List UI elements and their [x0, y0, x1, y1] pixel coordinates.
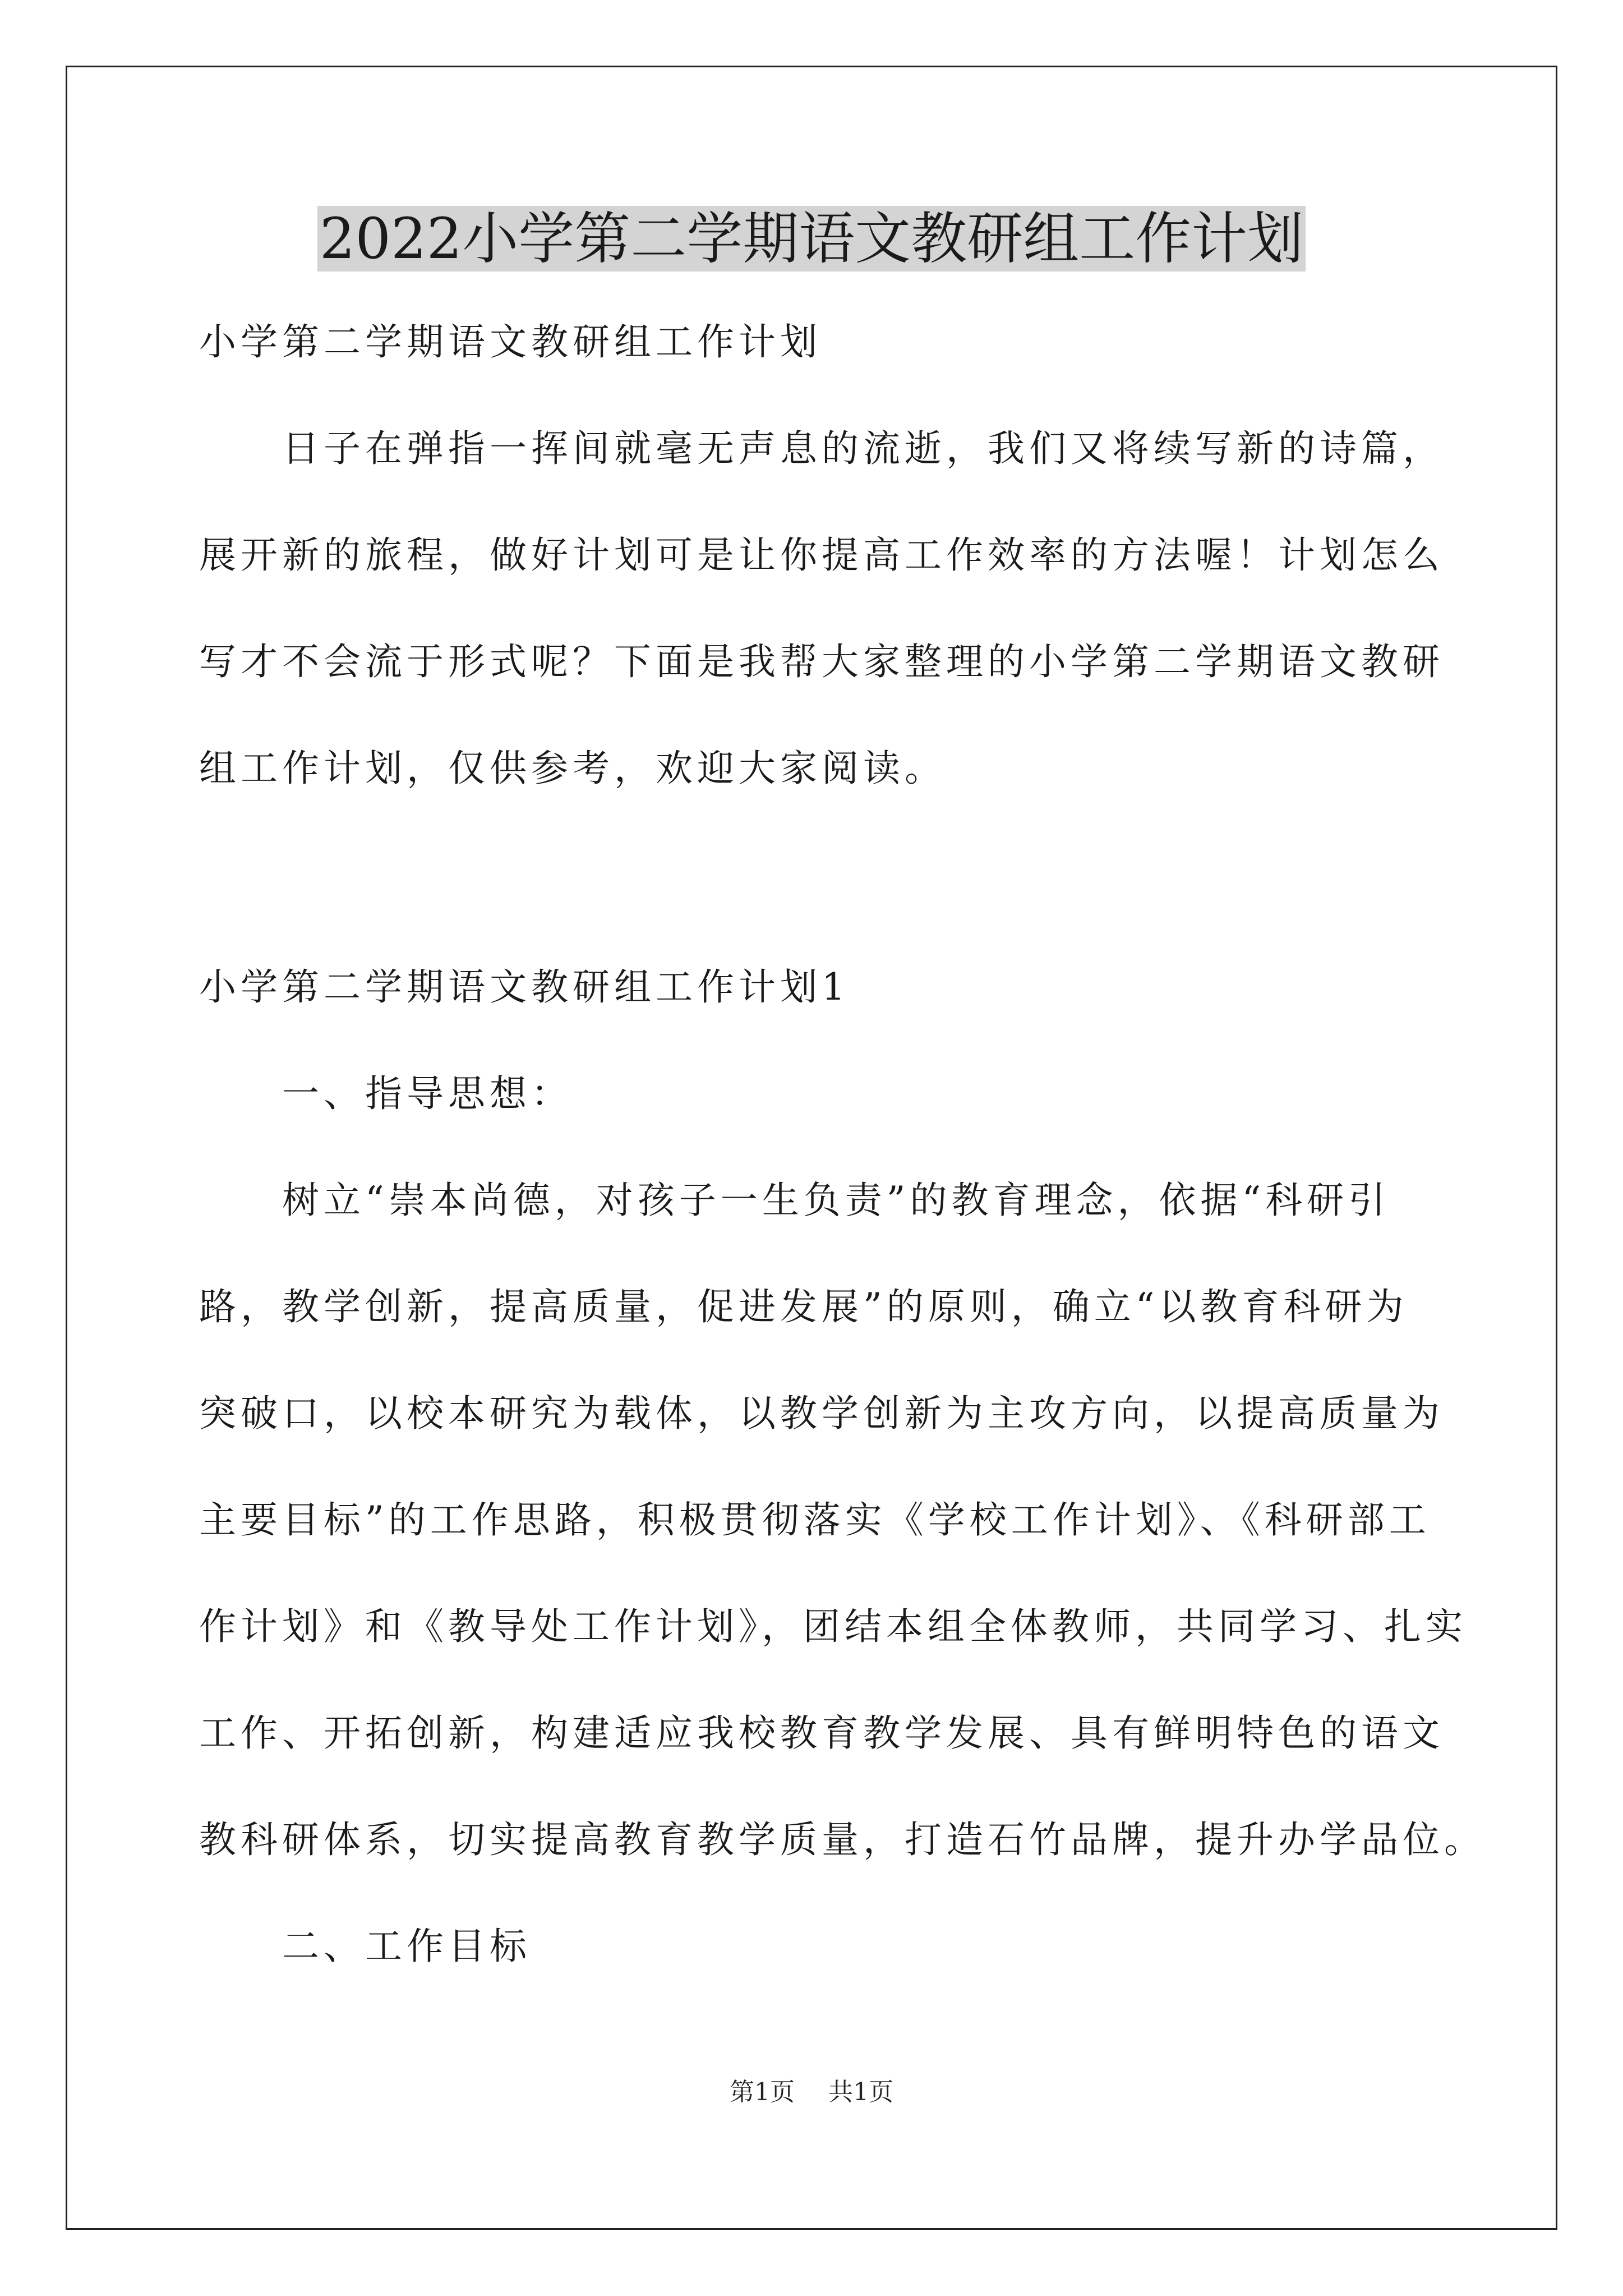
body-line: 写才不会流于形式呢？下面是我帮大家整理的小学第二学期语文教研 — [199, 640, 1444, 683]
body-line: 作计划》和《教导处工作计划》，团结本组全体教师，共同学习、扎实 — [199, 1605, 1467, 1648]
body-line: 工作、开拓创新，构建适应我校教育教学发展、具有鲜明特色的语文 — [199, 1711, 1444, 1755]
body-line: 小学第二学期语文教研组工作计划 — [199, 320, 822, 364]
body-line: 主要目标”的工作思路，积极贯彻落实《学校工作计划》、《科研部工 — [199, 1498, 1431, 1542]
page-footer — [0, 2076, 1623, 2109]
body-line: 树立“崇本尚德，对孩子一生负责”的教育理念，依据“科研引 — [282, 1179, 1390, 1222]
body-line: 路，教学创新，提高质量，促进发展”的原则，确立“以教育科研为 — [199, 1285, 1408, 1328]
body-line: 展开新的旅程，做好计划可是让你提高工作效率的方法喔！计划怎么 — [199, 533, 1444, 577]
section-heading: 小学第二学期语文教研组工作计划1 — [199, 965, 850, 1009]
body-line: 教科研体系，切实提高教育教学质量，打造石竹品牌，提升办学品位。 — [199, 1818, 1486, 1861]
document-title-text: 2022小学第二学期语文教研组工作计划 — [317, 206, 1306, 272]
page-number: 第1页 — [730, 2078, 795, 2106]
body-line: 组工作计划，仅供参考，欢迎大家阅读。 — [199, 747, 946, 790]
page-total: 共1页 — [828, 2078, 893, 2106]
subsection-heading: 一、指导思想： — [282, 1072, 573, 1115]
subsection-heading: 二、工作目标 — [282, 1925, 531, 1968]
page-border — [66, 66, 1557, 2230]
body-line: 日子在弹指一挥间就毫无声息的流逝，我们又将续写新的诗篇， — [282, 427, 1444, 470]
body-line: 突破口，以校本研究为载体，以教学创新为主攻方向，以提高质量为 — [199, 1392, 1444, 1435]
document-title — [0, 200, 1623, 278]
